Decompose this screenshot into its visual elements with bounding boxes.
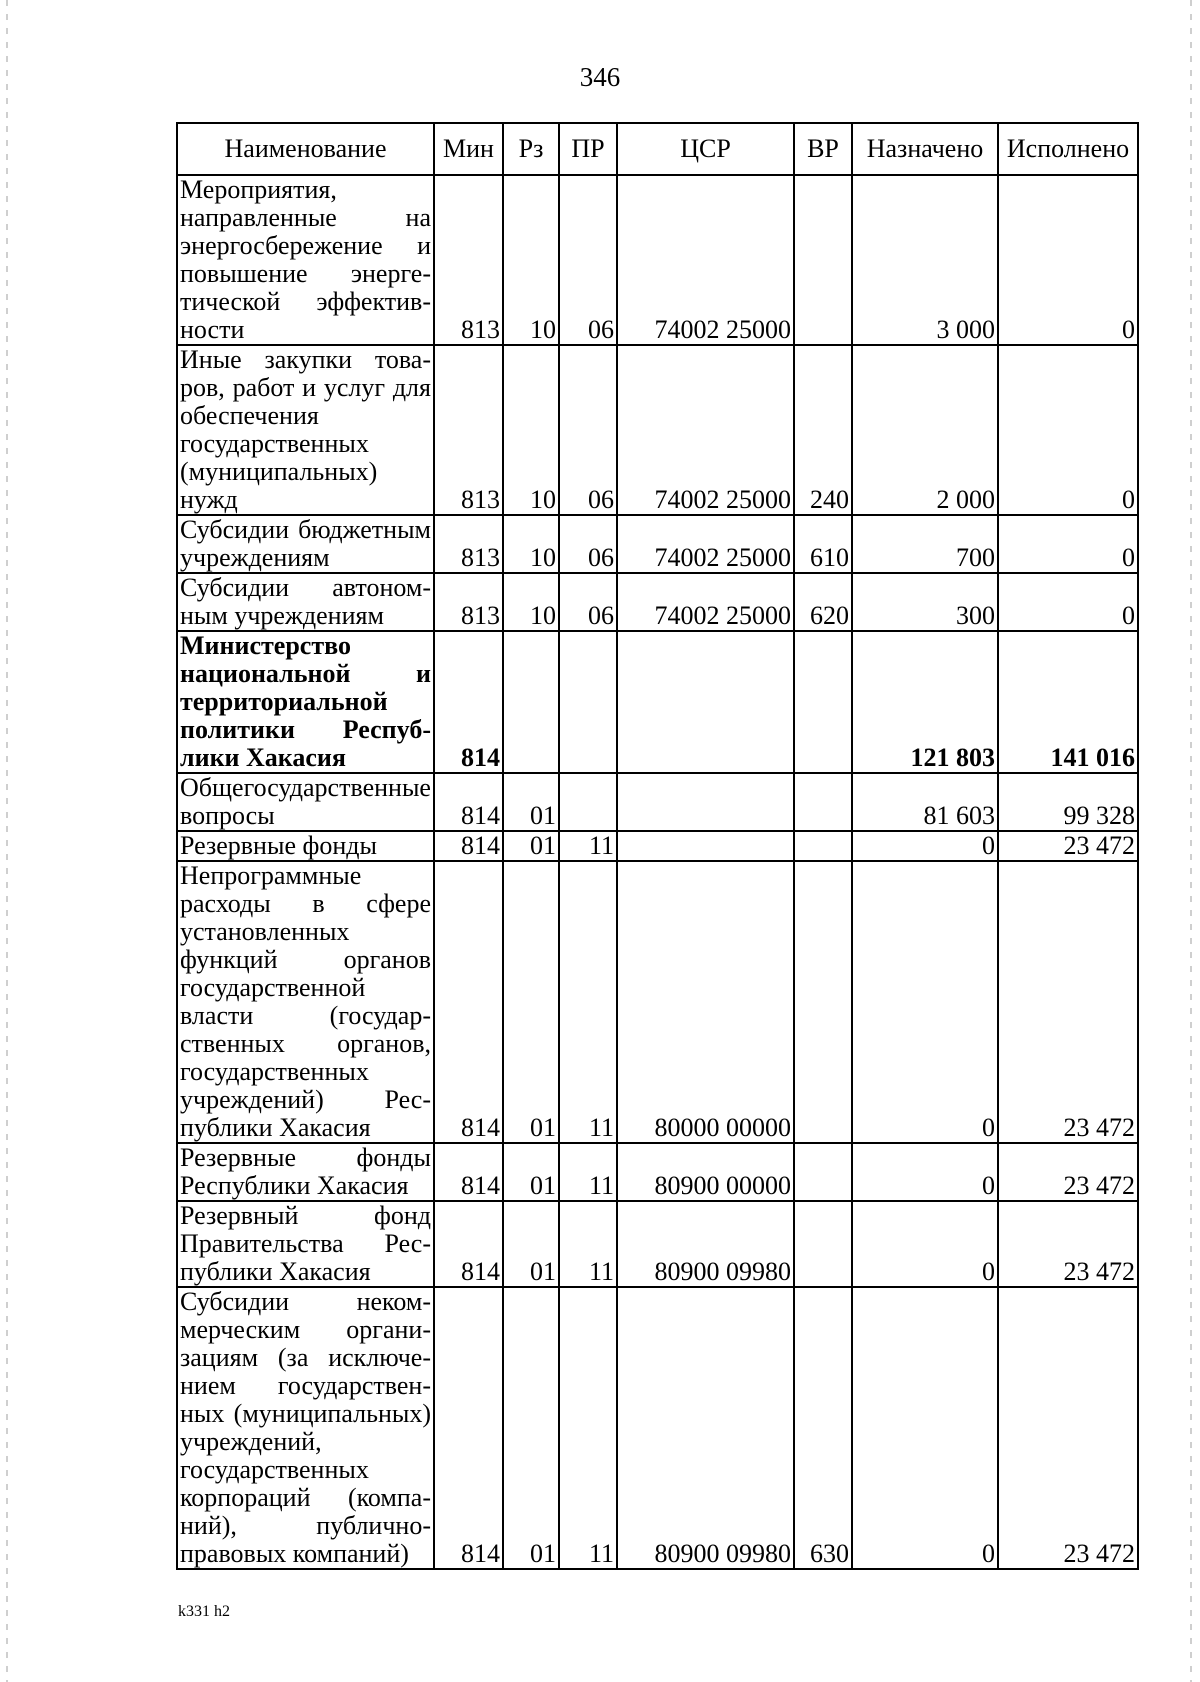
table-row: [177, 1143, 1138, 1201]
cell-pr: 11: [559, 1287, 617, 1569]
header-name: Наименование: [177, 123, 434, 175]
cell-min: 814: [434, 861, 503, 1143]
cell-executed: 99 328: [998, 773, 1138, 831]
cell-min: 813: [434, 175, 503, 345]
cell-rz: 10: [503, 515, 559, 573]
cell-pr: 06: [559, 175, 617, 345]
cell-min: 814: [434, 631, 503, 773]
cell-min: 814: [434, 1143, 503, 1201]
cell-pr: 11: [559, 861, 617, 1143]
cell-vr: [794, 1201, 852, 1287]
cell-min: 813: [434, 345, 503, 515]
cell-min: 813: [434, 515, 503, 573]
header-vr: ВР: [794, 123, 852, 175]
cell-csr: [617, 631, 794, 773]
cell-executed: 23 472: [998, 831, 1138, 861]
cell-name: Резервные фонды: [177, 831, 434, 861]
cell-vr: 240: [794, 345, 852, 515]
cell-csr: 74002 25000: [617, 515, 794, 573]
cell-pr: 11: [559, 1143, 617, 1201]
cell-name: Субсидии некоммерческим организациям (за исключением государственных (муниципальных) учреждений, государственных корпораций (компаний), публично-правовых компаний): [177, 1287, 434, 1569]
cell-executed: 23 472: [998, 1201, 1138, 1287]
cell-name: Субсидии бюджетным учреждениям: [177, 515, 434, 573]
cell-assigned: 2 000: [852, 345, 998, 515]
cell-vr: [794, 831, 852, 861]
cell-csr: [617, 831, 794, 861]
cell-rz: 01: [503, 1201, 559, 1287]
cell-csr: 80900 00000: [617, 1143, 794, 1201]
cell-vr: [794, 175, 852, 345]
header-assigned: Назначено: [852, 123, 998, 175]
cell-name: Иные закупки товаров, работ и услуг для обеспечения государственных (муниципальных) нужд: [177, 345, 434, 515]
cell-vr: 610: [794, 515, 852, 573]
table-row: [177, 1201, 1138, 1287]
page-number: 346: [579, 62, 621, 92]
header-rz: Рз: [503, 123, 559, 175]
table-row: [177, 175, 1138, 345]
cell-name: Субсидии автономным учреждениям: [177, 573, 434, 631]
cell-assigned: 0: [852, 1201, 998, 1287]
header-pr: ПР: [559, 123, 617, 175]
cell-vr: [794, 861, 852, 1143]
scan-edge-left: [6, 0, 8, 1682]
footer-code: k331 h2: [178, 1603, 230, 1620]
cell-executed: 0: [998, 175, 1138, 345]
cell-csr: 74002 25000: [617, 573, 794, 631]
cell-assigned: 0: [852, 831, 998, 861]
cell-pr: 11: [559, 831, 617, 861]
table-row: [177, 861, 1138, 1143]
cell-rz: 10: [503, 345, 559, 515]
cell-executed: 0: [998, 345, 1138, 515]
cell-pr: 06: [559, 573, 617, 631]
table-row: [177, 573, 1138, 631]
cell-min: 814: [434, 1201, 503, 1287]
cell-rz: [503, 631, 559, 773]
cell-assigned: 0: [852, 1143, 998, 1201]
cell-rz: 10: [503, 573, 559, 631]
cell-min: 814: [434, 773, 503, 831]
cell-executed: 0: [998, 573, 1138, 631]
cell-name: Резервные фонды Республики Хакасия: [177, 1143, 434, 1201]
cell-rz: 01: [503, 1143, 559, 1201]
cell-csr: 80000 00000: [617, 861, 794, 1143]
table-header-row: [177, 123, 1138, 175]
cell-executed: 23 472: [998, 1143, 1138, 1201]
table-row: [177, 515, 1138, 573]
cell-name: Мероприятия, направленные на энергосбережение и повышение энергетической эффективности: [177, 175, 434, 345]
cell-executed: 23 472: [998, 861, 1138, 1143]
cell-assigned: 700: [852, 515, 998, 573]
cell-min: 814: [434, 831, 503, 861]
cell-pr: [559, 773, 617, 831]
cell-csr: 80900 09980: [617, 1287, 794, 1569]
cell-pr: 06: [559, 345, 617, 515]
table-row: [177, 773, 1138, 831]
budget-table: [176, 122, 1139, 1570]
cell-rz: 10: [503, 175, 559, 345]
header-csr: ЦСР: [617, 123, 794, 175]
cell-min: 813: [434, 573, 503, 631]
cell-vr: 620: [794, 573, 852, 631]
cell-csr: [617, 773, 794, 831]
cell-rz: 01: [503, 773, 559, 831]
cell-executed: 0: [998, 515, 1138, 573]
cell-rz: 01: [503, 1287, 559, 1569]
cell-csr: 80900 09980: [617, 1201, 794, 1287]
cell-name: Общегосударственные вопросы: [177, 773, 434, 831]
cell-assigned: 300: [852, 573, 998, 631]
cell-vr: [794, 1143, 852, 1201]
cell-min: 814: [434, 1287, 503, 1569]
cell-executed: 141 016: [998, 631, 1138, 773]
header-executed: Исполнено: [998, 123, 1138, 175]
cell-pr: 11: [559, 1201, 617, 1287]
scan-edge-right: [1190, 0, 1192, 1682]
cell-assigned: 3 000: [852, 175, 998, 345]
cell-vr: [794, 773, 852, 831]
cell-vr: 630: [794, 1287, 852, 1569]
table-row: [177, 631, 1138, 773]
cell-assigned: 0: [852, 861, 998, 1143]
cell-assigned: 0: [852, 1287, 998, 1569]
cell-csr: 74002 25000: [617, 345, 794, 515]
cell-executed: 23 472: [998, 1287, 1138, 1569]
cell-pr: 06: [559, 515, 617, 573]
cell-assigned: 81 603: [852, 773, 998, 831]
cell-rz: 01: [503, 861, 559, 1143]
cell-name: Министерство национальной и территориальной политики Республики Хакасия: [177, 631, 434, 773]
cell-vr: [794, 631, 852, 773]
header-min: Мин: [434, 123, 503, 175]
table-row: [177, 345, 1138, 515]
table-row: [177, 831, 1138, 861]
cell-csr: 74002 25000: [617, 175, 794, 345]
cell-assigned: 121 803: [852, 631, 998, 773]
table-row: [177, 1287, 1138, 1569]
cell-rz: 01: [503, 831, 559, 861]
cell-name: Непрограммные расходы в сфере установленных функций органов государственной власти (государственных органов, государственных учреждений) Республики Хакасия: [177, 861, 434, 1143]
cell-pr: [559, 631, 617, 773]
cell-name: Резервный фонд Правительства Республики Хакасия: [177, 1201, 434, 1287]
